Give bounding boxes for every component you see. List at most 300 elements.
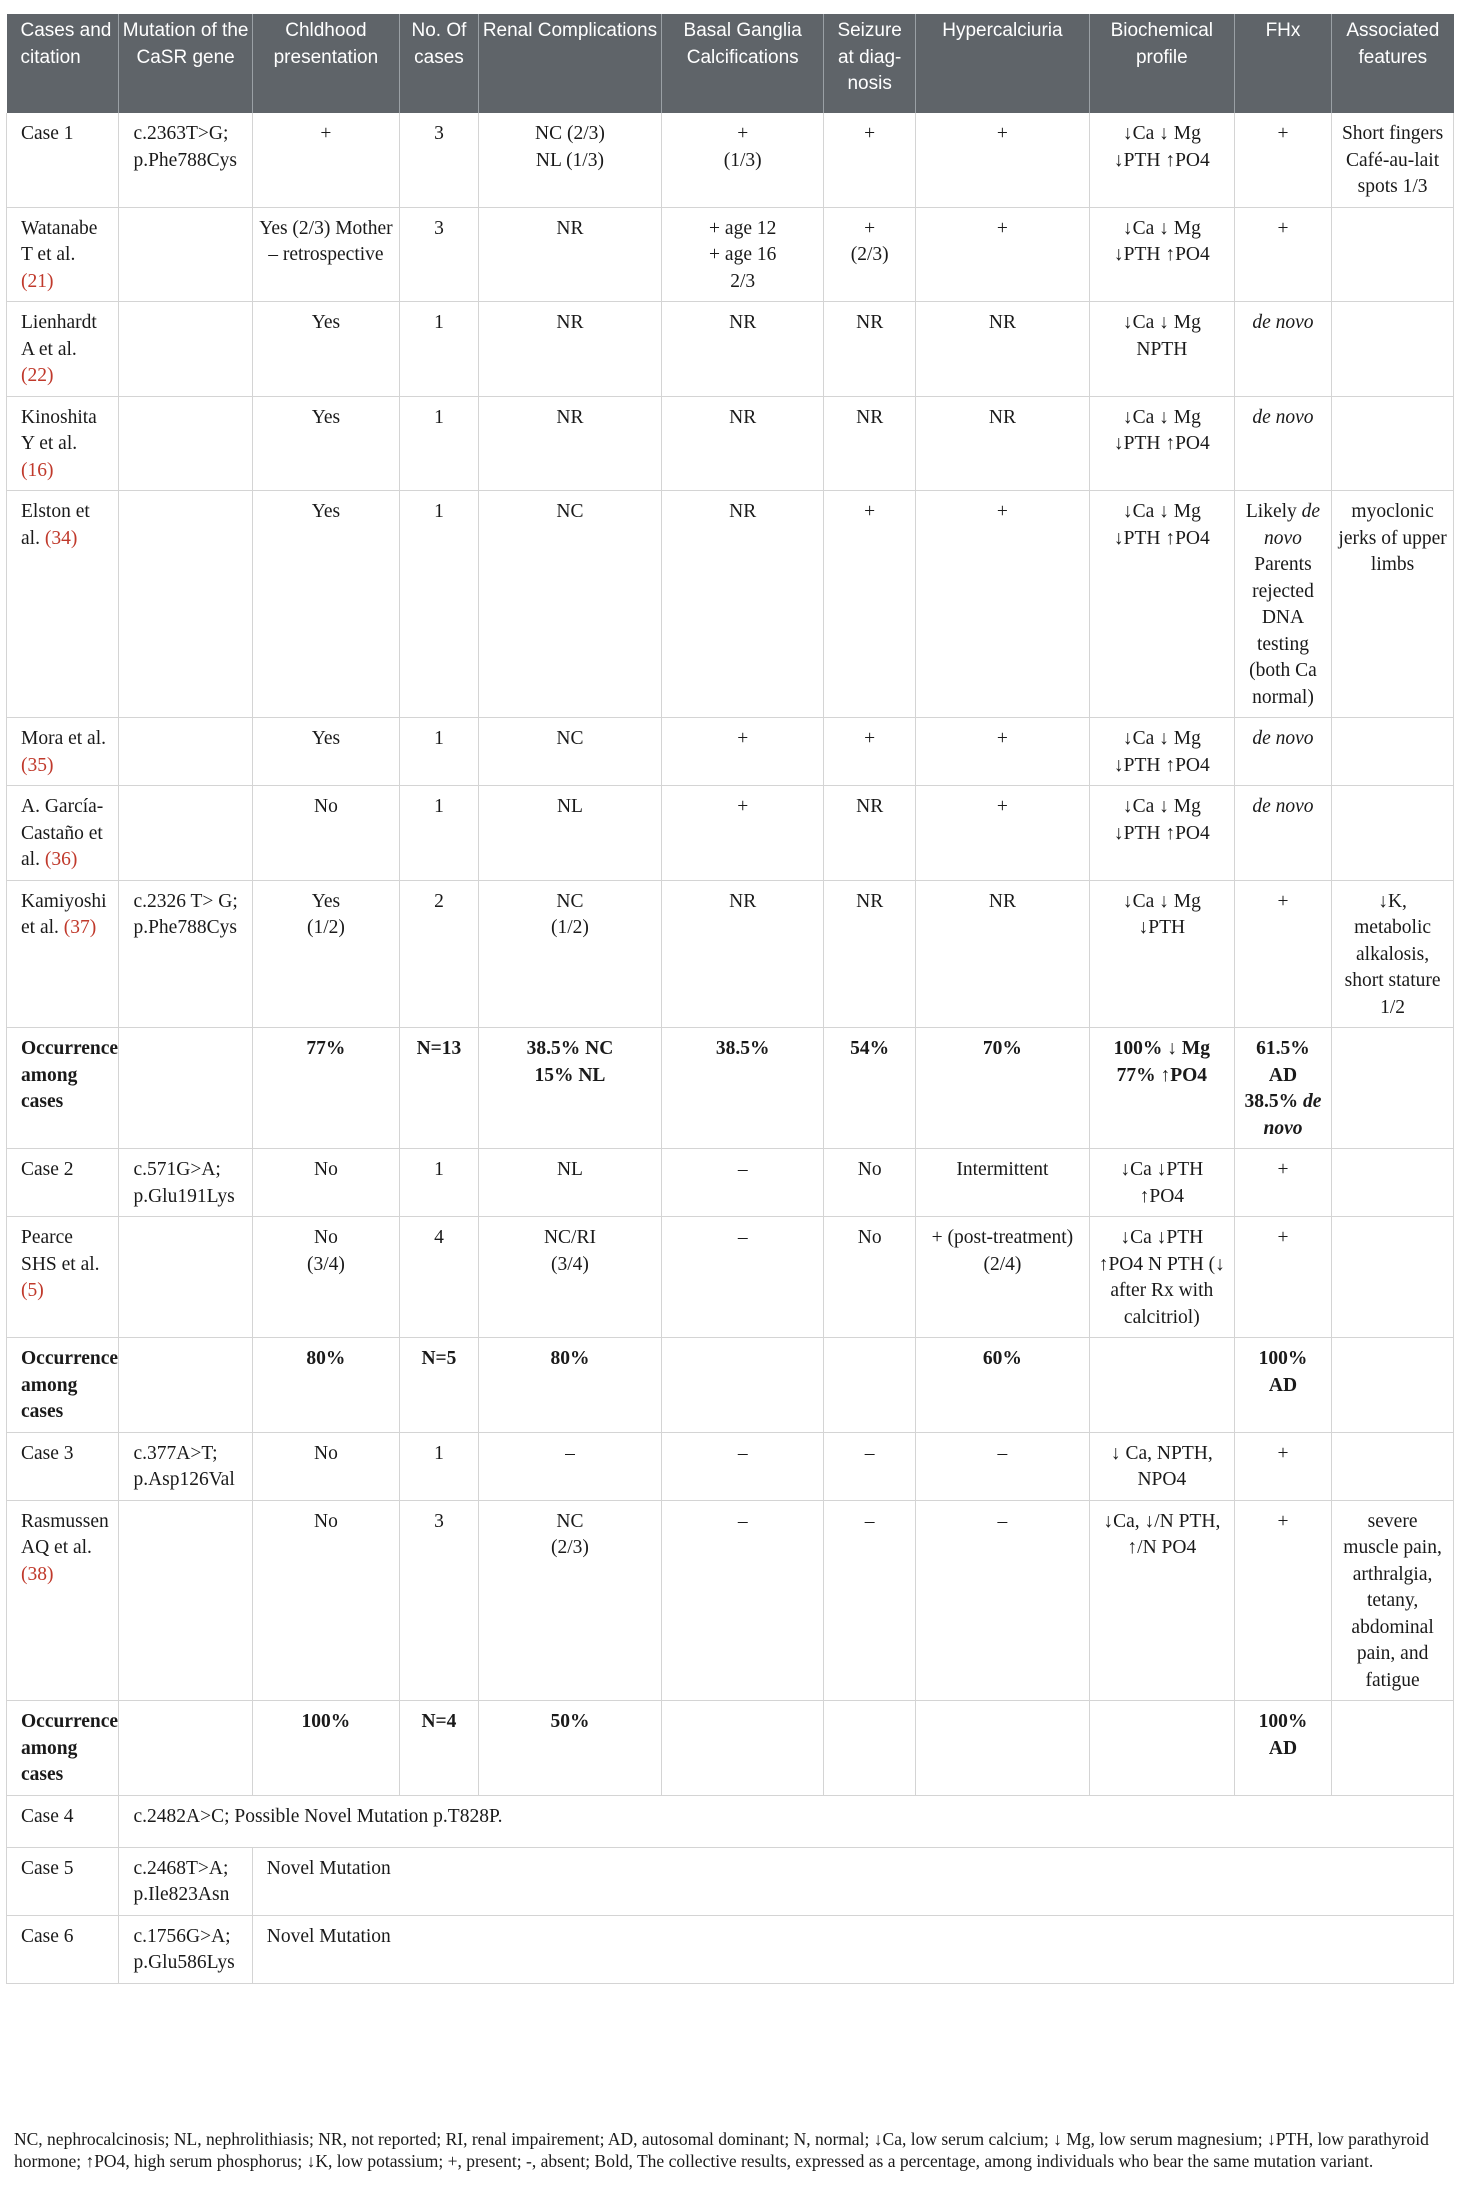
- case-label: Pearce SHS et al.: [21, 1227, 100, 1275]
- header-cell: Seizure at diagnosis: [824, 14, 916, 113]
- cases-count: 1: [434, 796, 444, 817]
- basal-ganglia-text: + (1/3): [723, 123, 762, 171]
- mutation-cell: [119, 1338, 252, 1433]
- novel-note-cell: [252, 1847, 1453, 1915]
- cases-count-cell: [400, 786, 479, 881]
- biochemical-text: ↓Ca ↓ Mg ↓PTH ↑PO4: [1113, 796, 1210, 844]
- seizure-cell: [824, 1217, 916, 1338]
- fhx-text: de novo: [1252, 312, 1314, 333]
- seizure-text: +: [864, 728, 876, 749]
- cases-count: 1: [434, 728, 444, 749]
- fhx-cell: [1234, 1338, 1331, 1433]
- case-cell: [7, 1915, 119, 1983]
- hypercalciuria-cell: [915, 1701, 1089, 1796]
- seizure-cell: [824, 1338, 916, 1433]
- case-cell: [7, 396, 119, 491]
- seizure-text: NR: [856, 312, 884, 333]
- biochemical-cell: [1089, 396, 1234, 491]
- basal-ganglia-cell: [662, 1149, 824, 1217]
- seizure-text: 54%: [850, 1038, 890, 1059]
- associated-text: myoclonic jerks of upper limbs: [1338, 501, 1447, 575]
- renal-text: NL: [556, 796, 583, 817]
- hypercalciuria-cell: [915, 718, 1089, 786]
- seizure-text: –: [864, 1442, 875, 1464]
- seizure-cell: [824, 207, 916, 302]
- fhx-text: 100% AD: [1258, 1711, 1308, 1759]
- mutation-text: c.1756G>A; p.Glu586Lys: [133, 1925, 235, 1973]
- fhx-text: +: [1277, 1227, 1289, 1248]
- associated-cell: [1332, 718, 1454, 786]
- hypercalciuria-text: Intermittent: [956, 1159, 1049, 1180]
- childhood-cell: [252, 113, 399, 207]
- childhood-cell: [252, 1028, 399, 1149]
- fhx-text: de novo: [1264, 501, 1321, 549]
- hypercalciuria-text: –: [997, 1510, 1008, 1532]
- table-row: [7, 113, 1454, 207]
- cases-count-cell: [400, 1028, 479, 1149]
- fhx-cell: [1234, 786, 1331, 881]
- mutation-cell: [119, 1915, 252, 1983]
- biochemical-text: ↓Ca ↓ Mg ↓PTH ↑PO4: [1113, 501, 1210, 549]
- renal-text: NL: [556, 1159, 583, 1180]
- associated-cell: [1332, 1500, 1454, 1701]
- seizure-text: + (2/3): [850, 217, 889, 265]
- basal-ganglia-cell: [662, 786, 824, 881]
- fhx-text: de novo: [1252, 728, 1314, 749]
- fhx-cell: [1234, 1217, 1331, 1338]
- associated-cell: [1332, 113, 1454, 207]
- mutation-cell: [119, 1028, 252, 1149]
- hypercalciuria-text: 70%: [982, 1038, 1022, 1059]
- biochemical-text: ↓ Ca, NPTH, NPO4: [1110, 1442, 1213, 1490]
- fhx-cell: [1234, 113, 1331, 207]
- fhx-cell: [1234, 396, 1331, 491]
- case-label: Case 3: [21, 1442, 74, 1464]
- cases-count: 1: [434, 312, 444, 333]
- basal-ganglia-text: NR: [729, 406, 757, 428]
- biochemical-cell: [1089, 718, 1234, 786]
- childhood-text: No: [313, 796, 338, 817]
- biochemical-cell: [1089, 113, 1234, 207]
- renal-text: NC (1/2): [551, 890, 589, 938]
- hypercalciuria-text: + (post-treatment) (2/4): [931, 1227, 1074, 1275]
- table-row: [7, 491, 1454, 718]
- mutation-text: c.2326 T> G; p.Phe788Cys: [133, 890, 238, 938]
- basal-ganglia-cell: [662, 396, 824, 491]
- mutation-text: c.571G>A; p.Glu191Lys: [133, 1159, 235, 1207]
- biochemical-cell: [1089, 1338, 1234, 1433]
- fhx-suffix: Parents rejected DNA testing (both Ca normal): [1249, 554, 1317, 708]
- cases-count: 3: [434, 217, 444, 239]
- renal-cell: [478, 786, 661, 881]
- renal-cell: [478, 1217, 661, 1338]
- basal-ganglia-text: –: [737, 1159, 748, 1180]
- mutation-text: c.2468T>A; p.Ile823Asn: [133, 1857, 230, 1905]
- table-row: [7, 1149, 1454, 1217]
- mutation-text: c.377A>T; p.Asp126Val: [133, 1442, 235, 1490]
- basal-ganglia-cell: [662, 1338, 824, 1433]
- fhx-text: de novo: [1252, 796, 1314, 817]
- childhood-cell: [252, 786, 399, 881]
- header-cell: Basal Ganglia Calcifications: [662, 14, 824, 113]
- fhx-text: 61.5% AD 38.5%: [1244, 1038, 1310, 1112]
- childhood-text: Yes: [311, 501, 341, 522]
- childhood-cell: [252, 396, 399, 491]
- childhood-text: 77%: [306, 1038, 346, 1059]
- case-cell: [7, 1028, 119, 1149]
- fhx-cell: [1234, 1149, 1331, 1217]
- basal-ganglia-cell: [662, 491, 824, 718]
- case-cell: [7, 1432, 119, 1500]
- renal-text: NR: [556, 217, 584, 239]
- cases-count-cell: [400, 302, 479, 397]
- associated-cell: [1332, 880, 1454, 1028]
- novel-note: Novel Mutation: [266, 1925, 391, 1947]
- biochemical-cell: [1089, 302, 1234, 397]
- seizure-text: NR: [856, 406, 884, 428]
- hypercalciuria-text: NR: [988, 406, 1016, 428]
- citation-ref: (38): [21, 1563, 54, 1585]
- associated-cell: [1332, 1217, 1454, 1338]
- case-cell: [7, 880, 119, 1028]
- cases-count-cell: [400, 113, 479, 207]
- associated-cell: [1332, 491, 1454, 718]
- case-label: Case 2: [21, 1159, 74, 1180]
- associated-cell: [1332, 396, 1454, 491]
- table-row: [7, 880, 1454, 1028]
- seizure-cell: [824, 491, 916, 718]
- case-cell: [7, 1338, 119, 1433]
- childhood-text: Yes: [311, 406, 341, 428]
- childhood-text: No: [313, 1510, 338, 1532]
- mutation-cell: [119, 718, 252, 786]
- childhood-text: No: [313, 1159, 338, 1180]
- case-label: Occurrence among cases: [21, 1711, 119, 1785]
- novel-note-cell: [252, 1915, 1453, 1983]
- table-body: [7, 113, 1454, 1983]
- cases-count: N=4: [421, 1711, 457, 1732]
- cases-count: N=13: [416, 1038, 462, 1059]
- cases-count-cell: [400, 1149, 479, 1217]
- mutation-cell: [119, 1149, 252, 1217]
- case-cell: [7, 207, 119, 302]
- seizure-cell: [824, 786, 916, 881]
- summary-row: [7, 1701, 1454, 1796]
- citation-ref: (37): [63, 917, 97, 938]
- biochemical-cell: [1089, 1500, 1234, 1701]
- case-label: Case 5: [21, 1857, 74, 1879]
- table-row: [7, 718, 1454, 786]
- associated-cell: [1332, 1432, 1454, 1500]
- childhood-text: No (3/4): [306, 1227, 345, 1275]
- hypercalciuria-cell: [915, 302, 1089, 397]
- childhood-cell: [252, 1217, 399, 1338]
- header-cell: No. Of cases: [400, 14, 479, 113]
- biochemical-text: ↓Ca ↓PTH ↑PO4 N PTH (↓ after Rx with calcitriol): [1098, 1227, 1225, 1328]
- header-cell: Hypercalciuria: [915, 14, 1089, 113]
- summary-row: [7, 1028, 1454, 1149]
- fhx-cell: [1234, 207, 1331, 302]
- novel-note: c.2482A>C; Possible Novel Mutation p.T828P.: [133, 1805, 503, 1827]
- biochemical-cell: [1089, 207, 1234, 302]
- hypercalciuria-cell: [915, 1338, 1089, 1433]
- basal-ganglia-cell: [662, 302, 824, 397]
- cases-count-cell: [400, 880, 479, 1028]
- mutation-cell: [119, 1432, 252, 1500]
- biochemical-cell: [1089, 491, 1234, 718]
- renal-cell: [478, 1149, 661, 1217]
- childhood-cell: [252, 718, 399, 786]
- childhood-text: No: [313, 1442, 338, 1464]
- biochemical-text: ↓Ca ↓ Mg ↓PTH ↑PO4: [1113, 728, 1210, 776]
- biochemical-cell: [1089, 1028, 1234, 1149]
- novel-mutation-row: [7, 1847, 1454, 1915]
- basal-ganglia-cell: [662, 113, 824, 207]
- biochemical-text: ↓Ca ↓ Mg ↓PTH ↑PO4: [1113, 406, 1210, 454]
- childhood-cell: [252, 880, 399, 1028]
- cases-count-cell: [400, 1701, 479, 1796]
- basal-ganglia-cell: [662, 1701, 824, 1796]
- fhx-cell: [1234, 491, 1331, 718]
- case-cell: [7, 1149, 119, 1217]
- biochemical-text: ↓Ca ↓PTH ↑PO4: [1120, 1159, 1204, 1207]
- case-label: Lienhardt A et al.: [21, 312, 97, 360]
- header-cell: Cases and citation: [7, 14, 119, 113]
- header-cell: Biochemical profile: [1089, 14, 1234, 113]
- childhood-text: Yes: [311, 728, 341, 749]
- fhx-tail: de novo: [1263, 1091, 1322, 1139]
- case-label: Case 1: [21, 123, 74, 144]
- renal-cell: [478, 302, 661, 397]
- table-row: [7, 207, 1454, 302]
- seizure-text: +: [864, 501, 876, 522]
- seizure-text: –: [864, 1510, 875, 1532]
- basal-ganglia-cell: [662, 1217, 824, 1338]
- case-label: Mora et al.: [21, 728, 107, 749]
- header-row: [7, 14, 1454, 113]
- hypercalciuria-cell: [915, 1432, 1089, 1500]
- fhx-cell: [1234, 718, 1331, 786]
- biochemical-cell: [1089, 1149, 1234, 1217]
- case-label: Kamiyoshi et al.: [21, 890, 107, 938]
- childhood-text: 100%: [301, 1711, 351, 1732]
- renal-cell: [478, 1432, 661, 1500]
- cases-count-cell: [400, 1217, 479, 1338]
- table-footnote: NC, nephrocalcinosis; NL, nephrolithiasis; NR, not reported; RI, renal impairement; AD, autosomal dominant; N, normal; ↓Ca, low serum calcium; ↓ Mg, low serum magnesium; ↓PTH, low parathyroid hormone; ↑PO4, high serum phosphorus; ↓K, low potassium; +, present; -, absent; Bold, The collective results, expressed as a percentage, among individuals who bear the same mutation variant.: [14, 2129, 1429, 2171]
- childhood-cell: [252, 1432, 399, 1500]
- childhood-cell: [252, 302, 399, 397]
- seizure-text: No: [857, 1227, 882, 1248]
- renal-cell: [478, 718, 661, 786]
- childhood-cell: [252, 1149, 399, 1217]
- case-cell: [7, 1847, 119, 1915]
- associated-cell: [1332, 207, 1454, 302]
- seizure-cell: [824, 113, 916, 207]
- cases-count: 3: [434, 123, 444, 144]
- associated-text: ↓K, metabolic alkalosis, short stature 1/2: [1344, 890, 1441, 1018]
- associated-cell: [1332, 1338, 1454, 1433]
- fhx-text: +: [1277, 123, 1289, 144]
- cases-count: 1: [434, 406, 444, 428]
- case-label: Case 6: [21, 1925, 74, 1947]
- hypercalciuria-cell: [915, 1028, 1089, 1149]
- basal-ganglia-text: NR: [729, 501, 757, 522]
- cases-count: 1: [434, 501, 444, 522]
- fhx-prefix: Likely: [1245, 501, 1297, 522]
- renal-cell: [478, 113, 661, 207]
- mutation-cell: [119, 207, 252, 302]
- citation-ref: (5): [21, 1280, 44, 1301]
- renal-text: NR: [556, 406, 584, 428]
- childhood-cell: [252, 1701, 399, 1796]
- seizure-cell: [824, 396, 916, 491]
- header-cell: Associated features: [1332, 14, 1454, 113]
- basal-ganglia-text: –: [737, 1510, 748, 1532]
- childhood-text: +: [320, 123, 332, 144]
- biochemical-cell: [1089, 1701, 1234, 1796]
- mutation-cell: [119, 1500, 252, 1701]
- childhood-cell: [252, 1338, 399, 1433]
- renal-text: NC: [556, 501, 584, 522]
- header-cell: FHx: [1234, 14, 1331, 113]
- biochemical-text: ↓Ca ↓ Mg ↓PTH: [1122, 890, 1201, 938]
- biochemical-cell: [1089, 880, 1234, 1028]
- biochemical-cell: [1089, 1432, 1234, 1500]
- fhx-cell: [1234, 880, 1331, 1028]
- seizure-cell: [824, 1500, 916, 1701]
- basal-ganglia-text: 38.5%: [715, 1038, 770, 1059]
- renal-cell: [478, 1028, 661, 1149]
- childhood-text: Yes (1/2): [306, 890, 345, 938]
- fhx-text: +: [1277, 1510, 1289, 1532]
- citation-ref: (16): [21, 459, 54, 481]
- mutation-cell: [119, 302, 252, 397]
- associated-text: severe muscle pain, arthralgia, tetany, abdominal pain, and fatigue: [1343, 1510, 1442, 1691]
- case-cell: [7, 786, 119, 881]
- cases-table: [6, 14, 1454, 1984]
- basal-ganglia-cell: [662, 1500, 824, 1701]
- summary-row: [7, 1338, 1454, 1433]
- header-cell: Mutation of the CaSR gene: [119, 14, 252, 113]
- hypercalciuria-text: +: [996, 501, 1008, 522]
- associated-cell: [1332, 1701, 1454, 1796]
- hypercalciuria-cell: [915, 396, 1089, 491]
- case-label: A. García-Castaño et al.: [21, 796, 104, 870]
- renal-cell: [478, 1500, 661, 1701]
- childhood-text: Yes (2/3) Mother – retrospective: [259, 217, 393, 265]
- renal-cell: [478, 207, 661, 302]
- hypercalciuria-cell: [915, 491, 1089, 718]
- citation-ref: (35): [21, 754, 54, 776]
- cases-count-cell: [400, 1338, 479, 1433]
- table-row: [7, 1432, 1454, 1500]
- associated-text: Short fingers Café-au-lait spots 1/3: [1341, 123, 1444, 197]
- biochemical-cell: [1089, 786, 1234, 881]
- seizure-text: +: [864, 123, 876, 144]
- basal-ganglia-cell: [662, 207, 824, 302]
- seizure-text: NR: [856, 890, 884, 912]
- cases-count-cell: [400, 491, 479, 718]
- citation-ref: (21): [21, 270, 54, 292]
- seizure-text: No: [857, 1159, 882, 1180]
- associated-cell: [1332, 786, 1454, 881]
- associated-cell: [1332, 1149, 1454, 1217]
- fhx-cell: [1234, 302, 1331, 397]
- biochemical-text: ↓Ca ↓ Mg NPTH: [1122, 312, 1201, 360]
- hypercalciuria-text: +: [996, 123, 1008, 144]
- childhood-text: Yes: [311, 312, 341, 333]
- seizure-text: NR: [856, 796, 884, 817]
- citation-ref: (22): [21, 365, 54, 386]
- cases-count: N=5: [421, 1348, 457, 1369]
- mutation-cell: [119, 113, 252, 207]
- fhx-cell: [1234, 1500, 1331, 1701]
- seizure-cell: [824, 1028, 916, 1149]
- case-label: Case 4: [21, 1805, 74, 1827]
- hypercalciuria-cell: [915, 880, 1089, 1028]
- hypercalciuria-cell: [915, 1217, 1089, 1338]
- renal-cell: [478, 491, 661, 718]
- citation-ref: (34): [44, 527, 78, 549]
- seizure-cell: [824, 1149, 916, 1217]
- hypercalciuria-text: +: [996, 796, 1008, 817]
- associated-cell: [1332, 1028, 1454, 1149]
- seizure-cell: [824, 1432, 916, 1500]
- mutation-cell: [119, 880, 252, 1028]
- table-row: [7, 786, 1454, 881]
- case-label: Elston et al.: [21, 501, 90, 549]
- seizure-cell: [824, 1701, 916, 1796]
- mutation-cell: [119, 1847, 252, 1915]
- childhood-cell: [252, 491, 399, 718]
- biochemical-text: ↓Ca ↓ Mg ↓PTH ↑PO4: [1113, 123, 1210, 171]
- basal-ganglia-text: –: [737, 1442, 748, 1464]
- basal-ganglia-text: –: [737, 1227, 748, 1248]
- fhx-text: +: [1277, 217, 1289, 239]
- fhx-cell: [1234, 1701, 1331, 1796]
- header-cell: Renal Complications: [478, 14, 661, 113]
- basal-ganglia-cell: [662, 1432, 824, 1500]
- cases-count-cell: [400, 1500, 479, 1701]
- cases-count-cell: [400, 207, 479, 302]
- mutation-cell: [119, 491, 252, 718]
- fhx-cell: [1234, 1028, 1331, 1149]
- case-label: Rasmussen AQ et al.: [21, 1510, 109, 1558]
- basal-ganglia-cell: [662, 718, 824, 786]
- case-cell: [7, 302, 119, 397]
- hypercalciuria-cell: [915, 1500, 1089, 1701]
- table-row: [7, 1217, 1454, 1338]
- renal-cell: [478, 1701, 661, 1796]
- renal-text: 38.5% NC 15% NL: [526, 1038, 614, 1086]
- fhx-text: +: [1277, 890, 1289, 912]
- renal-text: NR: [556, 312, 584, 333]
- case-cell: [7, 1500, 119, 1701]
- renal-text: NC (2/3): [551, 1510, 589, 1558]
- hypercalciuria-text: NR: [988, 890, 1016, 912]
- fhx-text: 100% AD: [1258, 1348, 1308, 1396]
- associated-cell: [1332, 302, 1454, 397]
- mutation-cell: [119, 396, 252, 491]
- cases-count-cell: [400, 396, 479, 491]
- renal-text: 80%: [550, 1348, 590, 1369]
- novel-note: Novel Mutation: [266, 1857, 391, 1879]
- childhood-cell: [252, 207, 399, 302]
- biochemical-text: ↓Ca ↓ Mg ↓PTH ↑PO4: [1113, 217, 1210, 265]
- citation-ref: (36): [44, 849, 78, 870]
- basal-ganglia-cell: [662, 880, 824, 1028]
- fhx-cell: [1234, 1432, 1331, 1500]
